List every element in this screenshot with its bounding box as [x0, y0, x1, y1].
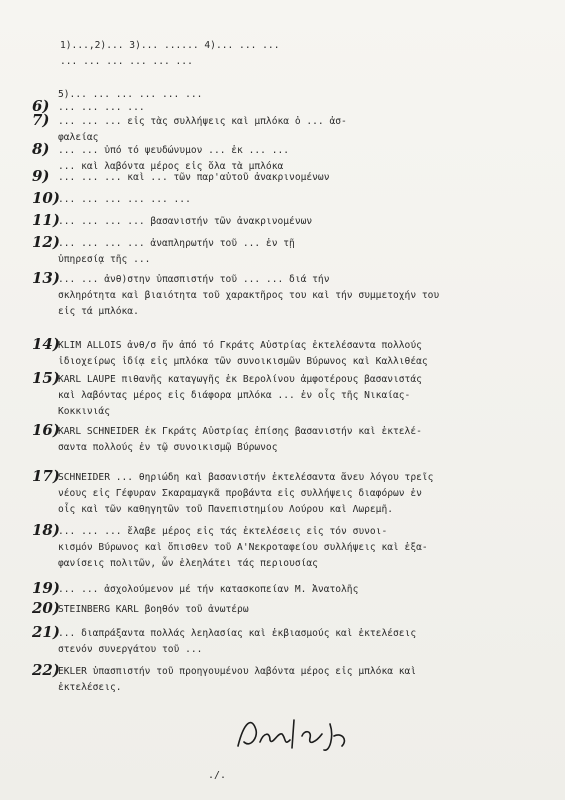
entry-number: 13): [32, 269, 60, 287]
entry-number: 17): [32, 467, 60, 485]
entry-number: 8): [32, 140, 50, 158]
entry-7: 7) ... ... ... εἰς τὰς συλλήψεις καὶ μπλόκα ὁ ... ἀσ- φαλείας: [32, 111, 347, 143]
entry-number: 15): [32, 369, 60, 387]
entry-number: 9): [32, 167, 50, 185]
entry-12: 12) ... ... ... ... ἀναπληρωτήν τοῦ ... ἐν τῇ ὑπηρεσίᾳ τῆς ...: [32, 233, 295, 265]
entry-22: 22) EKLER ὑπασπιστήν τοῦ προηγουμένου λαβόντα μέρος εἰς μπλόκα καὶ ἐκτελέσεις.: [32, 661, 417, 693]
entry-number: 6): [32, 97, 50, 115]
handwritten-signature: [230, 712, 390, 754]
entry-number: 19): [32, 579, 60, 597]
entry-19: 19) ... ... ἀσχολούμενον μέ τήν κατασκοπείαν Μ. Ἀνατολῆς: [32, 579, 359, 597]
entry-number: 11): [32, 211, 60, 229]
entry-number: 21): [32, 623, 60, 641]
entry-17: 17) SCHNEIDER ... θηριώδη καὶ βασανιστήν ἐκτελέσαντα ἄνευ λόγου τρεῖς νέους εἰς Γέφυραν Σκαραμαγκᾶ προβάντα εἰς συλλήψεις διαφόρων ἐν οἷς καὶ τῶν καθηγητῶν τοῦ Πανεπιστημίου Λούρου καὶ Λωρεμῆ.: [32, 467, 434, 515]
entry-20: 20) STEINBERG KARL βοηθόν τοῦ ἀνωτέρω: [32, 599, 249, 617]
entry-number: 7): [32, 111, 50, 129]
entry-21: 21) ... διαπράξαντα πολλάς λεηλασίας καὶ ἐκβιασμούς καὶ ἐκτελέσεις στενόν συνεργάτου τοῦ ...: [32, 623, 417, 655]
page-number: ./.: [208, 770, 227, 781]
entry-11: 11) ... ... ... ... βασανιστήν τῶν ἀνακρινομένων: [32, 211, 313, 229]
entry-13: 13) ... ... ἀνθ)στην ὑπασπιστήν τοῦ ... ... διά τήν σκληρότητα καὶ βιαιότητα τοῦ χαρακτῆρος του καὶ τήν συμμετοχήν του εἰς τά μπλόκα.: [32, 269, 440, 317]
entry-number: 10): [32, 189, 60, 207]
entry-10: 10) ... ... ... ... ... ...: [32, 189, 191, 207]
entry-14: 14) KLIM ALLOIS ἀνθ/σ ἤν ἀπό τό Γκράτς Αὐστρίας ἐκτελέσαντα πολλούς ἰδιοχείρως ἰδίᾳ εἰς μπλόκα τῶν συνοικισμῶν Βύρωνος καὶ Καλλιθέας: [32, 335, 428, 367]
entry-number: 20): [32, 599, 60, 617]
entry-6: 6) ... ... ... ...: [32, 97, 145, 115]
entry-number: 12): [32, 233, 60, 251]
entry-number: 14): [32, 335, 60, 353]
entry-continuation-1: 1)...,2)... 3)... ...... 4)... ... ... ... ... ... ... ... ...: [60, 40, 280, 67]
entry-15: 15) KARL LAUPE πιθανῆς καταγωγῆς ἐκ Βερολίνου ἀμφοτέρους βασανιστάς καὶ λαβόντας μέρος εἰς διάφορα μπλόκα ... ἐν οἷς τῆς Νικαίας- Κοκκινιάς: [32, 369, 422, 417]
entry-16: 16) KARL SCHNEIDER ἐκ Γκράτς Αὐστρίας ἐπίσης βασανιστήν καὶ ἐκτελέ- σαντα πολλούς ἐν τῷ συνοικισμῷ Βύρωνος: [32, 421, 422, 453]
entry-9: 9) ... ... ... καὶ ... τῶν παρ'αὐτοῦ ἀνακρινομένων: [32, 167, 330, 185]
entry-number: 22): [32, 661, 60, 679]
entry-18: 18) ... ... ... ἔλαβε μέρος εἰς τάς ἐκτελέσεις εἰς τόν συνοι- κισμόν Βύρωνος καὶ ὄπισθεν τοῦ Α'Νεκροταφείου συλλήψεις καὶ ἐξα- φανίσεις πολιτῶν, ὧν ἐλεηλάτει τάς περιουσίας: [32, 521, 428, 569]
entry-number: 16): [32, 421, 60, 439]
entry-number: 18): [32, 521, 60, 539]
entry-8: 8) ... ... ὑπό τό ψευδώνυμον ... ἐκ ... ... ... καὶ λαβόντα μέρος εἰς ὅλα τὰ μπλόκα: [32, 140, 290, 172]
entry-continuation-2: 5)... ... ... ... ... ...: [58, 89, 203, 100]
